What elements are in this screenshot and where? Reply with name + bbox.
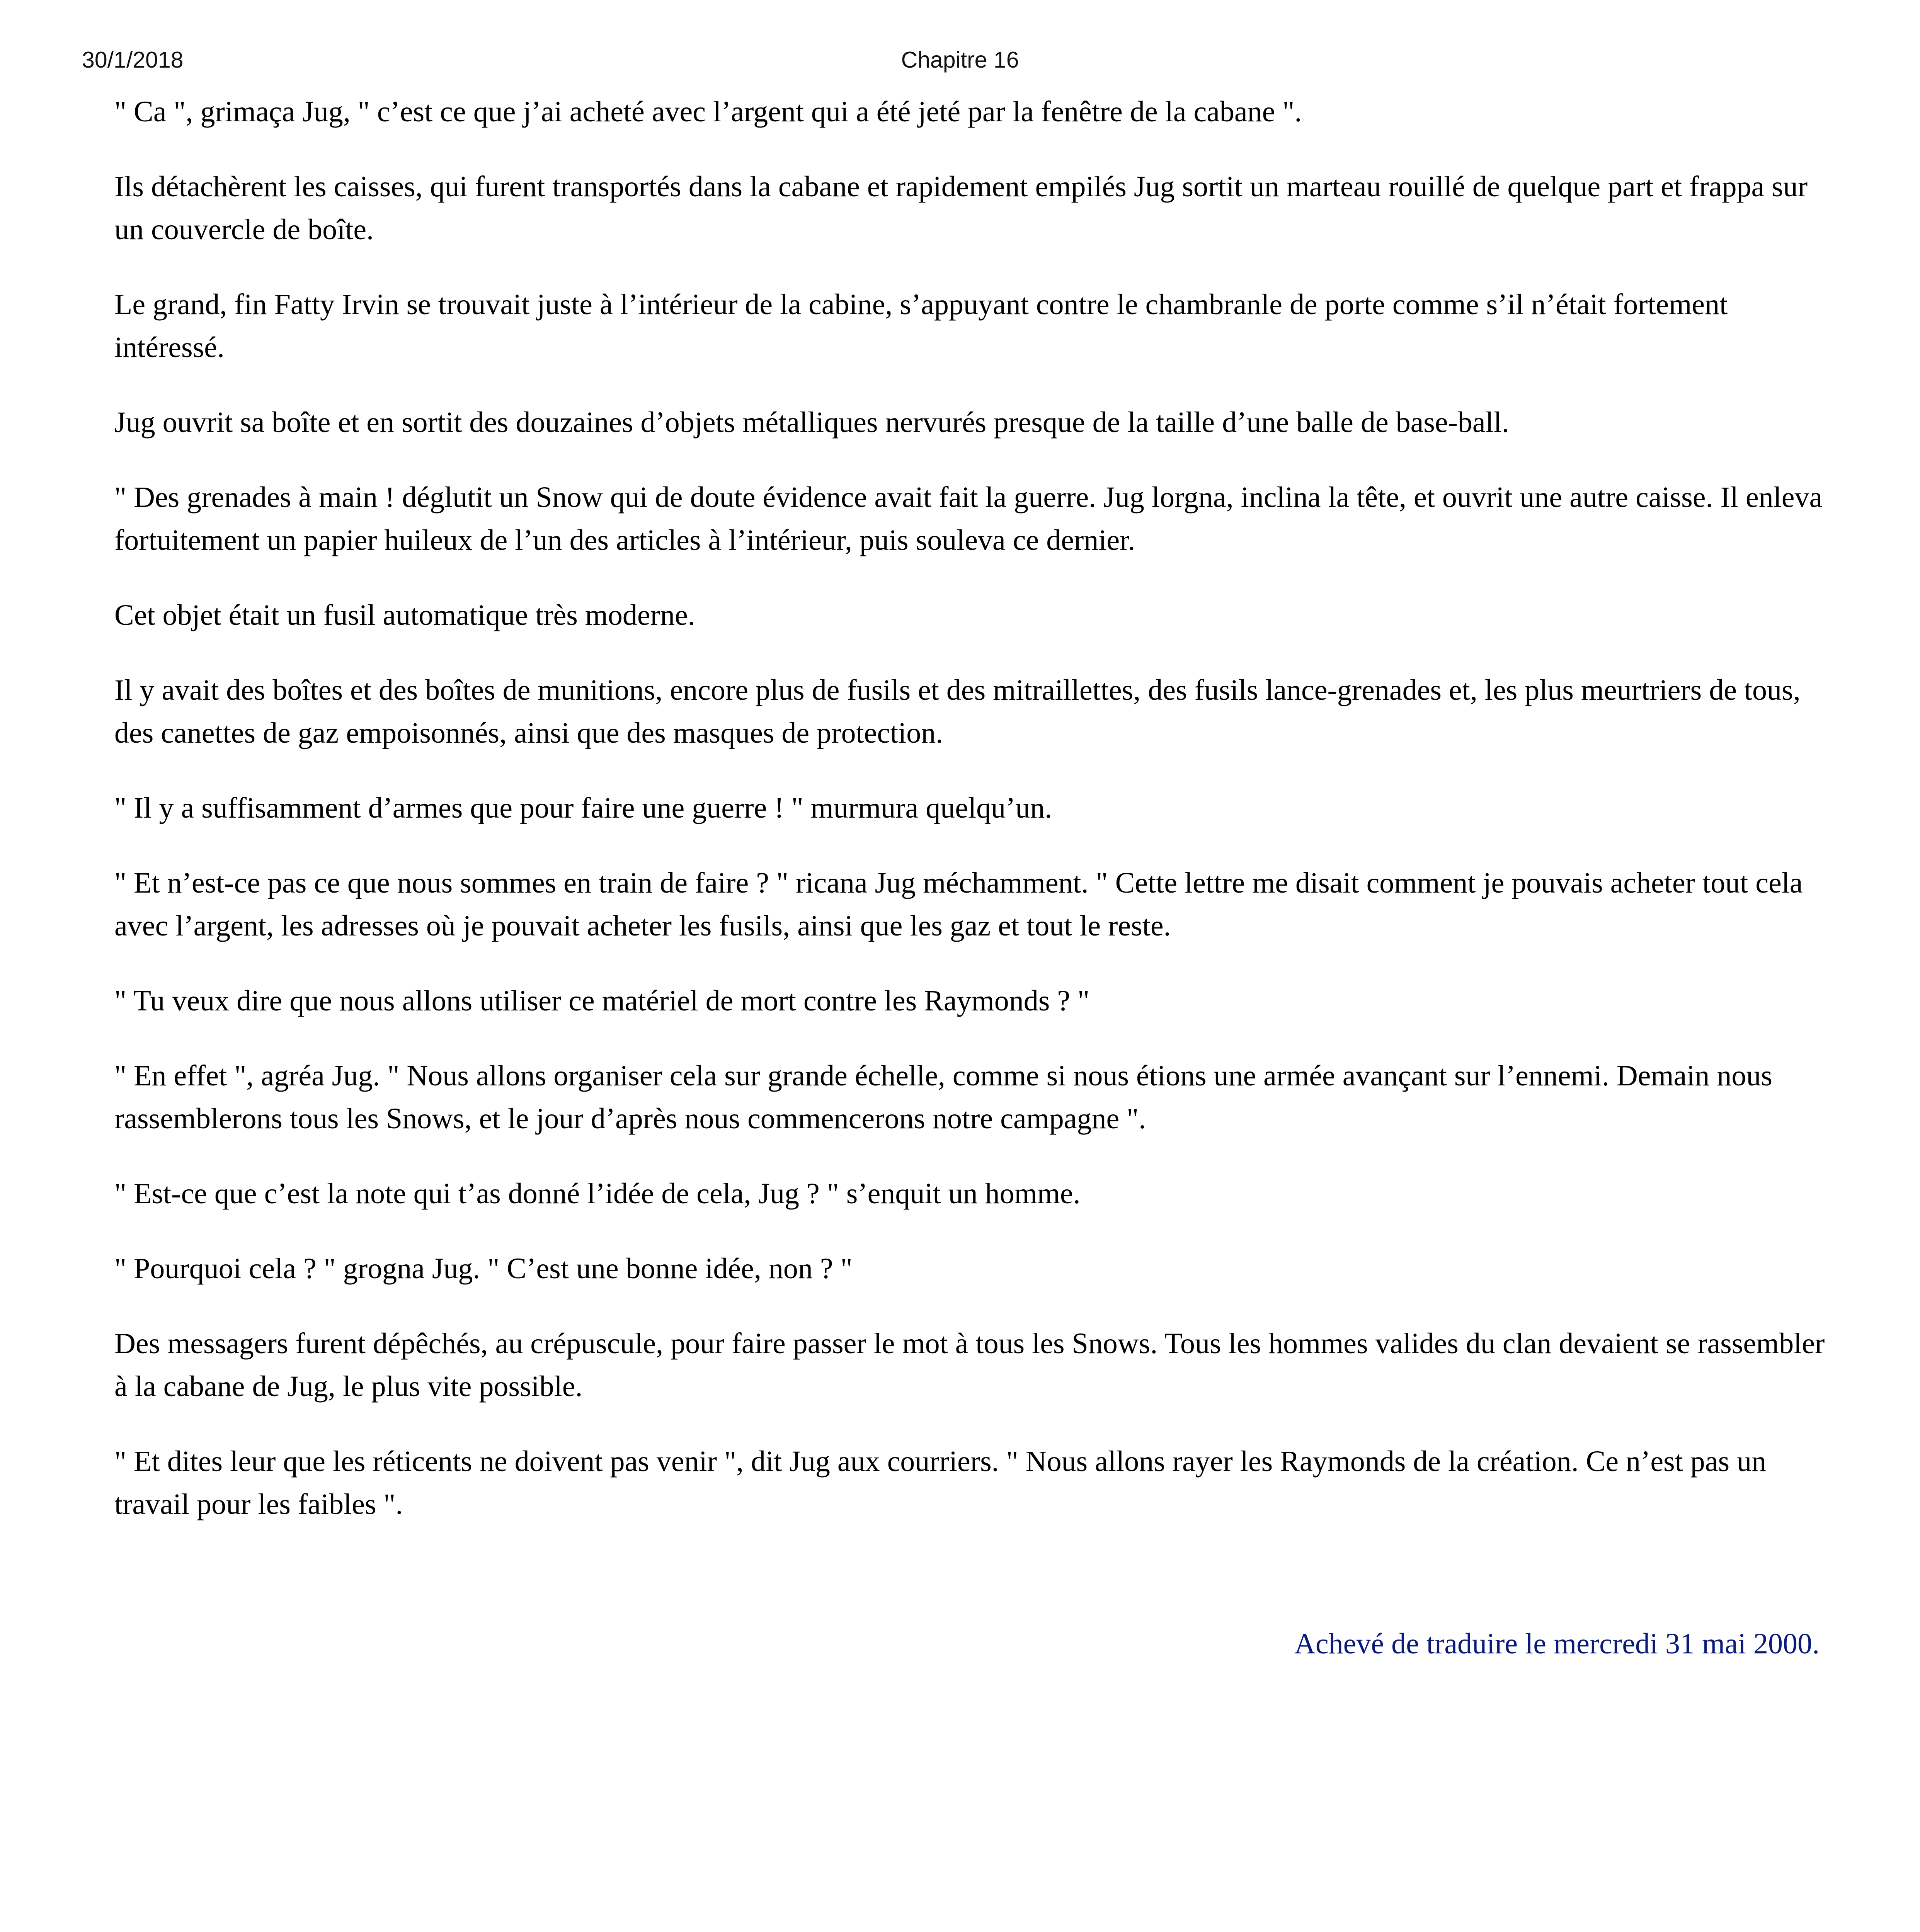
paragraph: Des messagers furent dépêchés, au crépuscule, pour faire passer le mot à tous les Snows. Tous les hommes valides du clan devaient se rassembler à la cabane de Jug, le plus vite possible.: [114, 1327, 1825, 1403]
paragraph: Le grand, fin Fatty Irvin se trouvait juste à l’intérieur de la cabine, s’appuyant contre le chambranle de porte comme s’il n’était fortement intéressé.: [114, 288, 1728, 364]
page-title: Chapitre 16: [901, 47, 1019, 73]
paragraph: " Pourquoi cela ? " grogna Jug. " C’est une bonne idée, non ? ": [114, 1252, 853, 1285]
paragraph: Ils détachèrent les caisses, qui furent transportés dans la cabane et rapidement empilés Jug sortit un marteau rouillé de quelque part et frappa sur un couvercle de boîte.: [114, 170, 1808, 246]
translation-completion-note: Achevé de traduire le mercredi 31 mai 2000.: [1294, 1628, 1820, 1660]
paragraph: " Des grenades à main ! déglutit un Snow qui de doute évidence avait fait la guerre. Jug lorgna, inclina la tête, et ouvrit une autre caisse. Il enleva fortuitement un papier huileux de l’un des articles à l’intérieur, puis souleva ce dernier.: [114, 481, 1823, 556]
chapter-text: [114, 90, 1826, 1558]
paragraph: Cet objet était un fusil automatique très moderne.: [114, 599, 695, 631]
paragraph: " Ca ", grimaça Jug, " c’est ce que j’ai acheté avec l’argent qui a été jeté par la fenêtre de la cabane ".: [114, 95, 1302, 128]
paragraph: " Tu veux dire que nous allons utiliser ce matériel de mort contre les Raymonds ? ": [114, 985, 1090, 1017]
paragraph: Il y avait des boîtes et des boîtes de munitions, encore plus de fusils et des mitraillettes, des fusils lance-grenades et, les plus meurtriers de tous, des canettes de gaz empoisonnés, ainsi que des masques de protection.: [114, 674, 1801, 749]
paragraph: " Est-ce que c’est la note qui t’as donné l’idée de cela, Jug ? " s’enquit un homme.: [114, 1177, 1081, 1210]
paragraph: " Et n’est-ce pas ce que nous sommes en train de faire ? " ricana Jug méchamment. " Cette lettre me disait comment je pouvais acheter tout cela avec l’argent, les adresses où je pouvait acheter les fusils, ainsi que les gaz et tout le reste.: [114, 867, 1803, 942]
paragraph: " En effet ", agréa Jug. " Nous allons organiser cela sur grande échelle, comme si nous étions une armée avançant sur l’ennemi. Demain nous rassemblerons tous les Snows, et le jour d’après nous commencerons notre campagne ".: [114, 1060, 1772, 1135]
paragraph: " Et dites leur que les réticents ne doivent pas venir ", dit Jug aux courriers. " Nous allons rayer les Raymonds de la création. Ce n’est pas un travail pour les faibles ".: [114, 1445, 1767, 1520]
paragraph: Jug ouvrit sa boîte et en sortit des douzaines d’objets métalliques nervurés presque de la taille d’une balle de base-ball.: [114, 406, 1509, 439]
print-date: 30/1/2018: [82, 47, 184, 73]
paragraph: " Il y a suffisamment d’armes que pour faire une guerre ! " murmura quelqu’un.: [114, 792, 1052, 824]
